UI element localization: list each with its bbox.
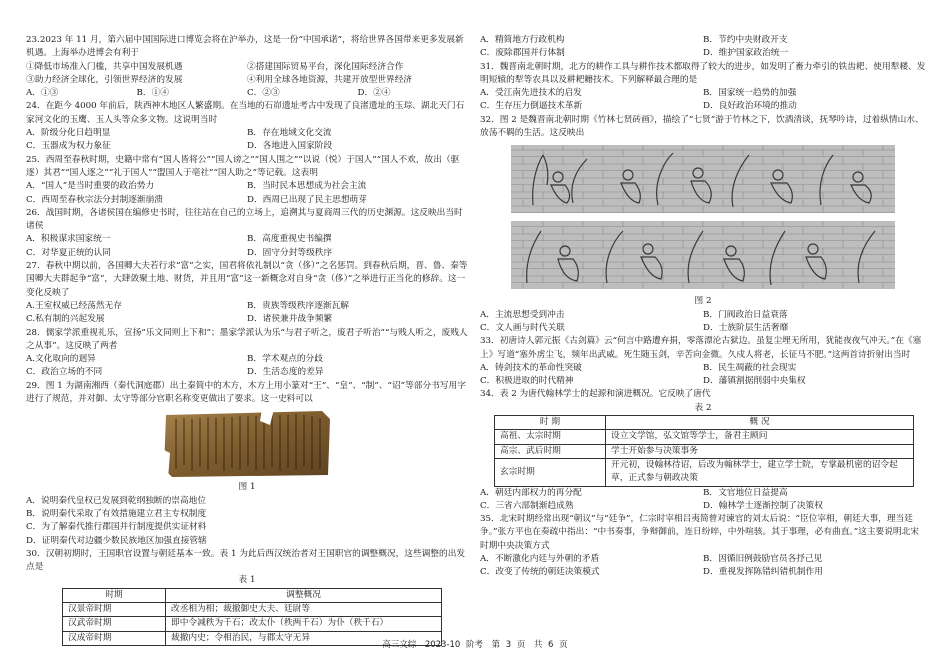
option: A．不断激化内廷与外朝的矛盾 [480,554,600,565]
option: A．铸剑技术的革命性突破 [480,362,582,373]
q23-choice: A．①③ [26,88,59,99]
table-header-row [495,416,914,430]
table-header: 时期 [63,588,166,602]
option: D．良好政治环境的推动 [703,101,797,112]
q23-choice: B．①④ [136,88,169,99]
table-2-title: 表 2 [694,402,712,413]
option: B．节约中央财政开支 [703,35,788,45]
option: B．当时民本思想成为社会主流 [247,181,367,192]
option: C．文人画与时代关联 [480,322,565,333]
q28-stem: 28．儒家学派重视礼乐，宣扬“乐文同则上下和”；墨家学派认为乐“与君子听之，废君子听治”“与贱人听之，废贱人之从事”。这反映了两者 [26,327,468,351]
table-cell: 开元初，设翰林待诏，后改为翰林学士，建立学士院，专掌最机密的诏令起草，正式参与朝政决策 [606,458,914,486]
q28-options [26,353,468,380]
option: A．“国人”是当时重要的政治势力 [26,181,155,192]
option: A.文化取向的迥异 [26,354,96,365]
q30-options [480,34,926,61]
option: A.王室权威已经荡然无存 [26,300,122,311]
q32-stem: 32．图 2 是魏晋南北朝时期《竹林七贤砖画》，描绘了“七贤”游于竹林之下，饮酒清谈，抚琴吟诗，过着纵情山水、放荡不羁的生活。这反映出 [480,114,924,139]
option: B．文官地位日益提高 [703,487,788,498]
option: C．生存压力倒逼技术革新 [480,101,583,112]
option: B．门阀政治日益衰落 [703,309,788,320]
option: A．主流思想受到冲击 [480,309,565,320]
option: B．贵族等级秩序逐渐瓦解 [247,300,349,311]
q31-options [480,87,926,114]
left-column [26,34,468,646]
table-cell: 即中令减秩为千石；改太仆（秩两千石）为仆（秩千石） [166,617,442,631]
table-header: 调整概况 [166,588,442,602]
option: D．维护国家政治统一 [703,48,789,59]
table-2 [494,415,914,486]
option: C．政治立场的不同 [26,367,103,378]
option: B．国家统一趋势的加强 [703,88,797,99]
q34-options [480,487,926,514]
option: D．生活态度的差异 [247,367,324,378]
option: D．诸侯兼并战争频繁 [247,314,333,325]
option: C．废除郡国并行体制 [480,48,565,59]
q33-options [480,362,926,389]
option: B．存在地域文化交流 [247,128,332,139]
table-header: 时 期 [495,416,606,430]
option: A．精简地方行政机构 [480,35,565,45]
q35-options [480,553,926,580]
q23-choice: D．②④ [357,88,391,99]
option: D．士族阶层生活奢靡 [703,322,789,333]
option: B．高度重视史书编撰 [247,234,332,245]
q26-options [26,233,468,260]
brick-painting-image [503,143,903,293]
figure-1 [26,409,468,479]
option: D．各地进入国家阶段 [247,141,333,152]
option: D．西周已出现了民主思想萌芽 [247,194,367,205]
table-cell: 玄宗时期 [495,458,606,486]
q26-stem: 26．战国时期，各诸侯国在编修史书时，往往站在自己的立场上，追溯其与夏商周三代的历史渊源。这反映出当时诸侯 [26,207,463,232]
q23-item: ②搭建国际贸易平台，深化国际经济合作 [247,61,404,72]
right-column [480,34,926,580]
table-row [495,430,914,444]
table-row [63,602,442,616]
q25-stem: 25．西周至春秋时期，史籍中常有“国人皆将公”“国人谤之”“国人围之”“以说（悦）于国人”“国人不欢，故出（驱逐）其君”“国人逐之”“礼于国人”“盟国人于亳社”“国人助之”等记载。这表明 [26,154,460,178]
q23-options [26,61,468,101]
figure-2-caption: 图 2 [694,296,712,307]
table-cell: 汉成帝时期 [63,631,166,645]
option: D．翰林学士逐渐控制了决策权 [703,500,823,511]
option: A．说明秦代皇权已发展到乾纲独断的崇高地位 [26,495,207,506]
option: C．改变了传统的朝廷决策模式 [480,567,600,578]
option: A．朝廷内部权力的再分配 [480,487,582,498]
figure-2 [480,143,926,293]
table-cell: 设立文学馆，弘文馆等学士，备君主顾问 [606,430,914,444]
q29-stem: 29．图 1 为湖南湘西（秦代洞庭郡）出土秦简中的木方，木方上用小篆对“王”、“皇”、“制”、“诏”等部分书写用字进行了规范，并对御、太守等部分官职名称变更做出了要求。这一史料可以 [26,380,466,405]
q24-options [26,127,468,154]
option: C．为了解秦代推行郡国并行制度提供实证材料 [26,522,207,533]
option: B．民生凋蔽的社会现实 [703,362,797,373]
option: A．积极谋求国家统一 [26,234,111,245]
option: B．因循旧例鼓励官员各抒己见 [703,554,823,565]
option: C．玉器成为权力象征 [26,141,111,152]
q24-stem: 24．在距今 4000 年前后，陕西神木地区人繁盛期。在当地的石峁遗址考古中发现了良渚遗址的玉琮、湖北天门石家河文化的玉鹰、玉人头等众多文物。这说明当时 [26,101,465,125]
table-row [495,458,914,486]
q23-stem: 23.2023 年 11 月，第六届中国国际进口博览会将在沪举办，这是一份“中国承诺”，将给世界各国带来更多发展新机遇。上海举办进博会有利于 [26,35,464,59]
table-1-title: 表 1 [238,575,256,586]
q29-options [26,495,468,548]
table-row [495,444,914,458]
table-cell: 高宗、武后时期 [495,444,606,458]
option: D．固守分封等级秩序 [247,247,333,258]
option: B．学术观点的分歧 [247,354,323,365]
q35-stem: 35．北宋时期经常出现“朝议”与“廷争”，仁宗时宰相吕夷简曾对谏官的刘太后说：“臣位宰相，朝廷大事，理当廷争。”张方平也在奏疏中指出：“中书奏事，争辩御前，连日纷啐，中外喧骇。其于事理，必有曲直。”这主要说明北宋时期中央决策方式 [480,514,919,551]
option: A．阶级分化日趋明显 [26,128,111,139]
table-cell: 汉武帝时期 [63,617,166,631]
q23-item: ①降低市场准入门槛，共享中国发展机遇 [26,61,183,72]
table-header-row [63,588,442,602]
table-row [63,617,442,631]
table-cell: 改丞相为相；裁撤御史大夫、廷尉等 [166,602,442,616]
option: C．三省六部制渐趋成熟 [480,500,574,511]
option: C．积极进取的时代精神 [480,376,574,387]
table-cell: 裁撤内史；令相治民，与郡太守无异 [166,631,442,645]
table-cell: 汉景帝时期 [63,602,166,616]
q31-stem: 31．魏晋南北朝时期，北方的耕作工具与耕作技术都取得了较大的进步，如发明了畜力牵引的铁齿耙、使用犁耧、发明短辕的犁等农具以及耕耙耱技术。下列解释最合理的是 [480,61,926,85]
q34-stem: 34．表 2 为唐代翰林学士的起源和演进概况。它反映了唐代 [480,389,711,400]
q25-options [26,180,468,207]
option: C．西周至春秋宗法分封制逐渐崩溃 [26,194,163,205]
option: B．说明秦代采取了有效措施建立君主专权制度 [26,508,207,519]
q27-stem: 27．春秋中期以前，各国卿大夫若行求“富”之实，国君将依礼制以“贪（侈）”之名惩罚。到春秋后期，晋、鲁、秦等国卿大夫群起争“富”，大肆敛聚土地、财货，并且用“富”这一新概念对自身“贪（侈）”之举进行正当化的修辞。这一变化反映了 [26,261,468,298]
option: D．证明秦代对边疆少数民族地区加强直接管辖 [26,535,207,546]
table-cell: 高祖、太宗时期 [495,430,606,444]
page-footer: 高三文综 2023-10 阶考 第 3 页 共 6 页 [382,640,568,650]
q23-item: ③助力经济全球化，引领世界经济的发展 [26,74,183,85]
figure-1-caption: 图 1 [238,482,256,493]
table-cell: 学士开始参与决策事务 [606,444,914,458]
q30-stem: 30．汉朝初期时，王国职官设置与朝廷基本一致。表 1 为此后西汉统治者对王国职官的调整概况，这些调整的出发点是 [26,548,466,573]
option: D．藩镇割据削弱中央集权 [703,376,806,387]
bamboo-slip-image [162,409,332,479]
q23-choice: C．②③ [247,88,280,99]
option: D．重视发挥陈错纠错机制作用 [703,567,823,578]
q27-options [26,300,468,327]
table-header: 概 况 [606,416,914,430]
option: C.私有制的兴起发展 [26,314,105,325]
option: A．受江南先进技术的启发 [480,88,582,99]
q23-item: ④利用全球各地资源，共建开放型世界经济 [247,74,413,85]
q32-options [480,309,926,336]
q33-stem: 33．初唐诗人郭元振《古剑篇》云“何言中路遭弃捐，零落漂沦古狱边。虽复尘埋无所用，犹能夜夜气冲天。”在《塞上》写道“塞外虏尘飞，频年出武威。死生随玉剑，辛苦向金微。久戍人将老，长征马不肥。”这两首诗折射出当时 [480,336,922,360]
option: C．对华夏正统的认同 [26,247,111,258]
